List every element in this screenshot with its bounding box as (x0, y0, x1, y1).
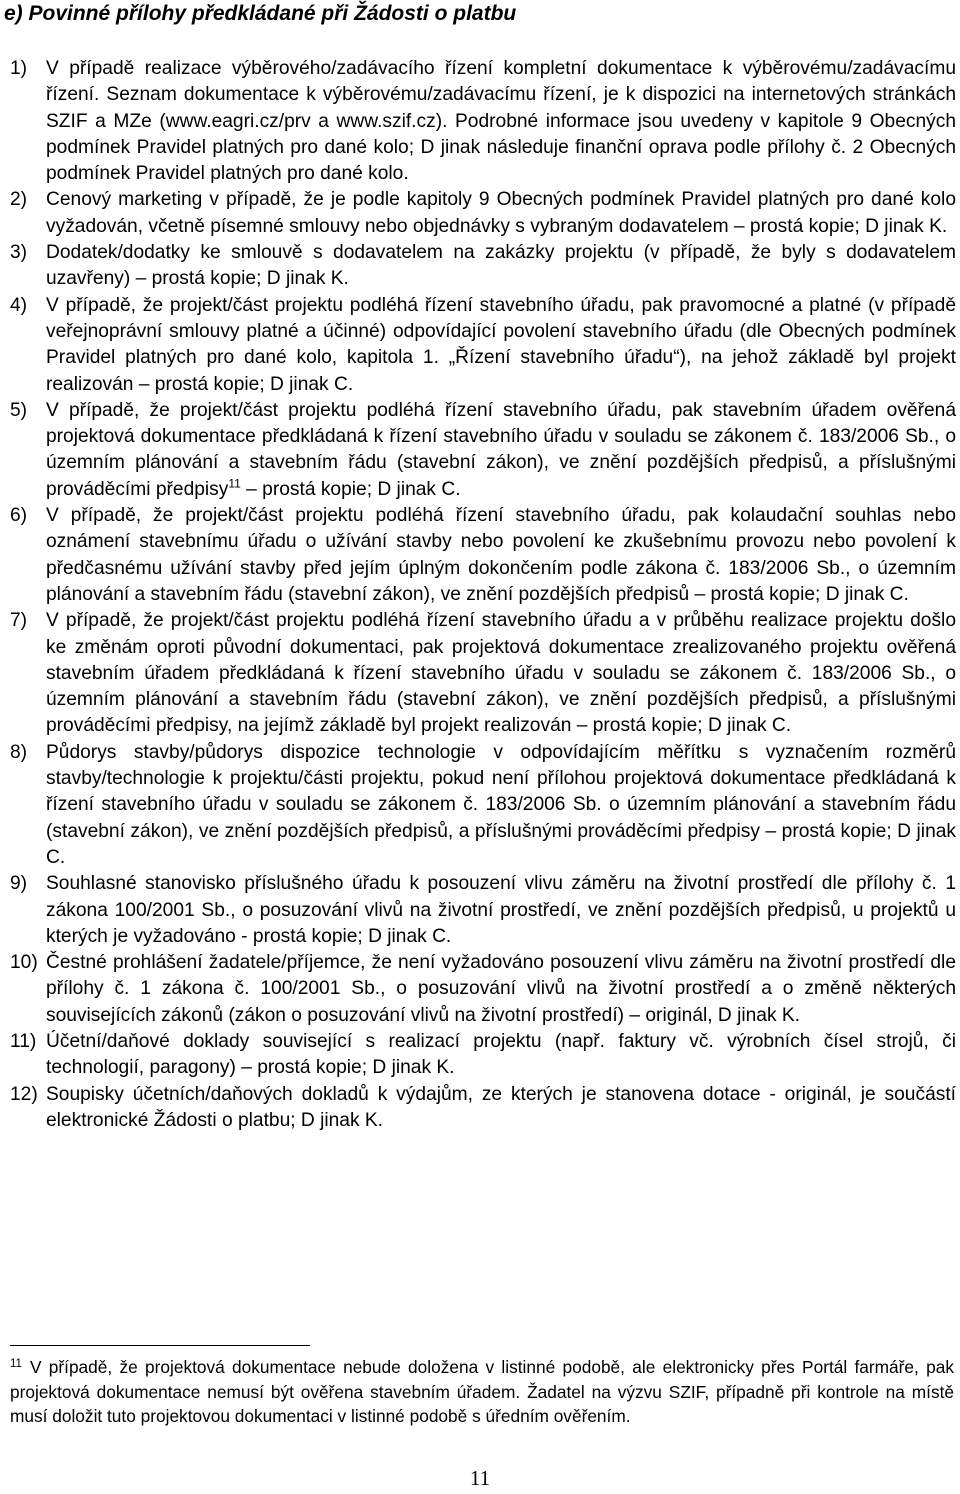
item-number: 8) (10, 741, 28, 763)
item-text: V případě realizace výběrového/zadávacího řízení kompletní dokumentace k výběrovému/zadávacímu řízení. Seznam dokumentace k výběrovému/zadávacímu řízení, je k dispozici na internetových stránkách SZIF a MZe (www.eagri.cz/prv a www.szif.cz). Podrobné informace jsou uvedeny v kapitole 9 Obecných podmínek Pravidel platných pro dané kolo; D jinak následuje finanční oprava podle přílohy č. 2 Obecných podmínek Pravidel platných pro dané kolo. (46, 58, 956, 185)
list-item (0, 871, 960, 950)
list-item (0, 1029, 960, 1082)
attachment-list (0, 56, 960, 1134)
item-text: V případě, že projekt/část projektu podléhá řízení stavebního úřadu, pak stavebním úřadem ověřená projektová dokumentace předkládaná k řízení stavebního úřadu v souladu se zákonem č. 183/2006 Sb., o územním plánování a stavebním řádu (stavební zákon), ve znění pozdějších předpisů, a příslušnými prováděcími předpisy (46, 399, 956, 500)
item-number: 4) (10, 294, 28, 316)
item-text: Soupisky účetních/daňových dokladů k výdajům, ze kterých je stanovena dotace - originál, je součástí elektronické Žádosti o platbu; D jinak K. (46, 1083, 956, 1131)
item-number: 7) (10, 610, 28, 632)
item-number: 9) (10, 873, 28, 895)
list-item (0, 1082, 960, 1135)
item-number: 12) (10, 1083, 38, 1105)
list-item (0, 503, 960, 608)
footnote-reference: 11 (228, 476, 241, 491)
section-heading: e) Povinné přílohy předkládané při Žádosti o platbu (4, 2, 517, 25)
item-number: 11) (10, 1030, 37, 1052)
item-number: 1) (10, 58, 28, 79)
item-number: 3) (10, 242, 28, 264)
list-item (0, 740, 960, 871)
item-number: 2) (10, 189, 28, 211)
item-text: Čestné prohlášení žadatele/příjemce, že není vyžadováno posouzení vlivu záměru na životní prostředí dle přílohy č. 1 zákona č. 100/2001 Sb., o posuzování vlivů na životní prostředí a o změně některých souvisejících zákonů (zákon o posuzování vlivů na životní prostředí) – originál, D jinak K. (46, 952, 956, 1026)
footnote-mark: 11 (10, 1358, 22, 1370)
list-item (0, 240, 960, 293)
footnote (10, 1355, 954, 1429)
footnote-separator (10, 1345, 310, 1346)
item-text: Účetní/daňové doklady související s realizací projektu (např. faktury vč. výrobních čísel strojů, či technologií, paragony) – prostá kopie; D jinak K. (46, 1030, 956, 1079)
list-item (0, 950, 960, 1029)
list-item (0, 608, 960, 739)
list-item (0, 398, 960, 503)
page-number: 11 (469, 1466, 491, 1490)
item-text-continued: – prostá kopie; D jinak C. (240, 478, 461, 500)
item-text: V případě, že projekt/část projektu podléhá řízení stavebního úřadu a v průběhu realizace projektu došlo ke změnám oproti původní dokumentaci, pak projektová dokumentace zrealizovaného projektu ověřená stavebním úřadem předkládaná k řízení stavebního úřadu v souladu se zákonem č. 183/2006 Sb., o územním plánování a stavebním řádu (stavební zákon), ve znění pozdějších předpisů, a příslušnými prováděcími předpisy, na jejímž základě byl projekt realizován – prostá kopie; D jinak C. (46, 610, 956, 737)
item-text: Cenový marketing v případě, že je podle kapitoly 9 Obecných podmínek Pravidel platných pro dané kolo vyžadován, včetně písemné smlouvy nebo objednávky s vybraným dodavatelem – prostá kopie; D jinak K. (46, 189, 956, 237)
item-text: V případě, že projekt/část projektu podléhá řízení stavebního úřadu, pak pravomocné a platné (v případě veřejnoprávní smlouvy platné a účinné) odpovídající povolení stavebního úřadu (dle Obecných podmínek Pravidel platných pro dané kolo, kapitola 1. „Řízení stavebního úřadu“), na jehož základě byl projekt realizován – prostá kopie; D jinak C. (46, 294, 956, 395)
item-number: 5) (10, 399, 28, 421)
item-text: Půdorys stavby/půdorys dispozice technologie v odpovídajícím měřítku s vyznačením rozměrů stavby/technologie k projektu/části projektu, pokud není přílohou projektová dokumentace předkládaná k řízení stavebního úřadu v souladu se zákonem č. 183/2006 Sb. o územním plánování a stavebním řádu (stavební zákon), ve znění pozdějších předpisů, a příslušnými prováděcími předpisy – prostá kopie; D jinak C. (46, 741, 956, 868)
list-item (0, 293, 960, 398)
list-item (0, 56, 960, 187)
item-number: 6) (10, 505, 28, 527)
item-text: Dodatek/dodatky ke smlouvě s dodavatelem na zakázky projektu (v případě, že byly s dodavatelem uzavřeny) – prostá kopie; D jinak K. (46, 242, 956, 290)
footnote-text: V případě, že projektová dokumentace nebude doložena v listinné podobě, ale elektronicky přes Portál farmáře, pak projektová dokumentace nemusí být ověřena stavebním úřadem. Žadatel na výzvu SZIF, případně při kontrole na místě musí doložit tuto projektovou dokumentaci v listinné podobě s úředním ověřením. (10, 1357, 954, 1427)
item-text: Souhlasné stanovisko příslušného úřadu k posouzení vlivu záměru na životní prostředí dle přílohy č. 1 zákona 100/2001 Sb., o posuzování vlivů na životní prostředí, ve znění pozdějších předpisů, u projektů u kterých je vyžadováno - prostá kopie; D jinak C. (46, 873, 956, 947)
item-number: 10) (10, 952, 38, 974)
list-item (0, 187, 960, 240)
item-text: V případě, že projekt/část projektu podléhá řízení stavebního úřadu, pak kolaudační souhlas nebo oznámení stavebnímu úřadu o užívání stavby nebo povolení ke zkušebnímu provozu nebo povolení k předčasnému užívání stavby před jejím úplným dokončením podle zákona č. 183/2006 Sb., o územním plánování a stavebním řádu (stavební zákon), ve znění pozdějších předpisů – prostá kopie; D jinak C. (46, 505, 956, 605)
